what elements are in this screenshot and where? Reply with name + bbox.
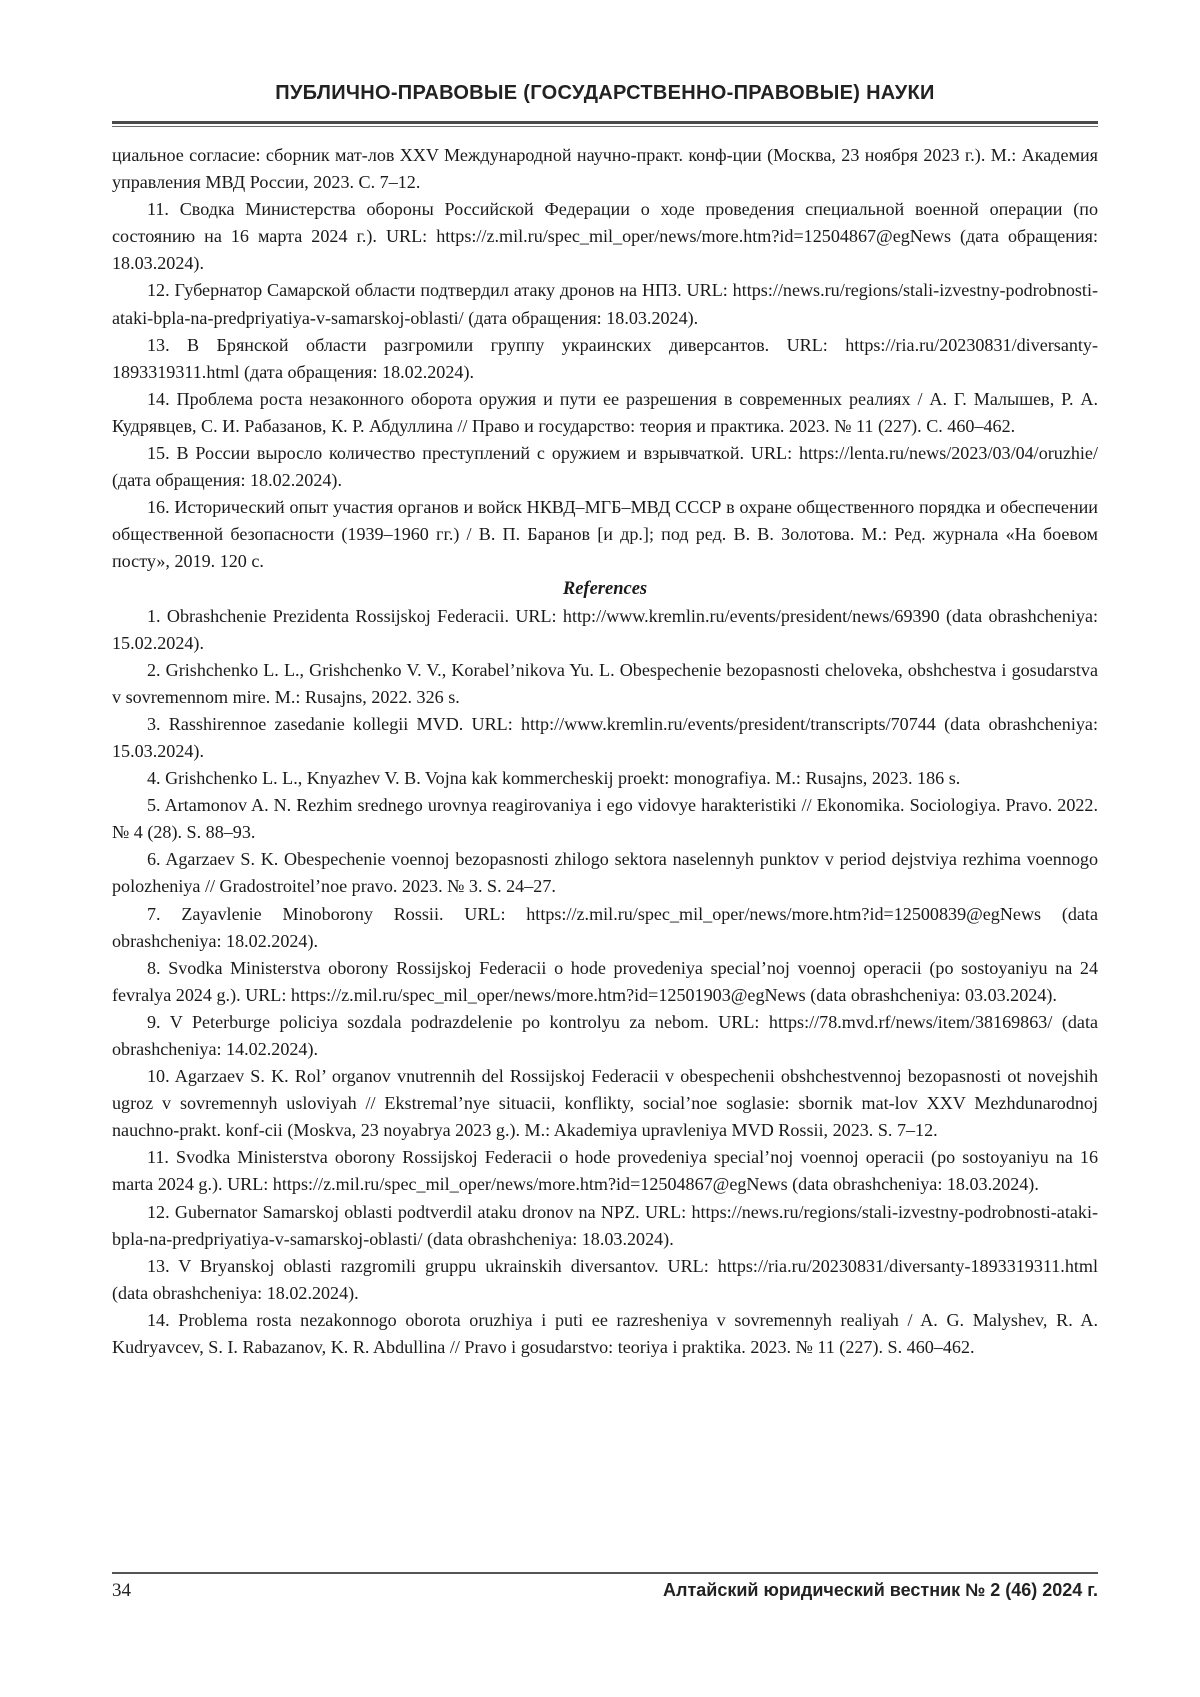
reference-entry-ru-13: 13. В Брянской области разгромили группу украинских диверсантов. URL: https://ria.ru/20230831/diversanty-1893319311.html (дата обращения: 18.02.2024). [112,334,1098,382]
reference-entry-ru-12: 12. Губернатор Самарской области подтвердил атаку дронов на НПЗ. URL: https://news.ru/regions/stali-izvestny-podrobnosti-ataki-bpla-na-predpriyatiya-v-samarskoj-oblasti/ (дата обращения: 18.03.2024). [112,280,1098,328]
reference-entry-ru-15: 15. В России выросло количество преступлений с оружием и взрывчаткой. URL: https://lenta.ru/news/2023/03/04/oruzhie/ (дата обращения: 18.02.2024). [112,443,1098,491]
reference-entry-en-5: 5. Artamonov A. N. Rezhim srednego urovnya reagirovaniya i ego vidovye harakteristiki // Ekonomika. Sociologiya. Pravo. 2022. № 4 (28). S. 88–93. [112,795,1098,843]
reference-entry-ru-14: 14. Проблема роста незаконного оборота оружия и пути ее разрешения в современных реалиях / А. Г. Малышев, Р. А. Кудрявцев, С. И. Рабазанов, К. Р. Абдуллина // Право и государство: теория и практика. 2023. № 11 (227). С. 460–462. [112,388,1098,436]
header-rule-thick [112,121,1098,124]
reference-entry-en-9: 9. V Peterburge policiya sozdala podrazdelenie po kontrolyu za nebom. URL: https://78.mvd.rf/news/item/38169863/ (data obrashcheniya: 14.02.2024). [112,1011,1098,1059]
reference-entry-en-12: 12. Gubernator Samarskoj oblasti podtverdil ataku dronov na NPZ. URL: https://news.ru/regions/stali-izvestny-podrobnosti-ataki-bpla-na-predpriyatiya-v-samarskoj-oblasti/ (data obrashcheniya: 18.03.2024). [112,1201,1098,1249]
journal-footer-title: Алтайский юридический вестник № 2 (46) 2024 г. [663,1580,1098,1600]
reference-entry-en-6: 6. Agarzaev S. K. Obespechenie voennoj bezopasnosti zhilogo sektora naselennyh punktov v period dejstviya rezhima voennogo polozheniya // Gradostroitel’noe pravo. 2023. № 3. S. 24–27. [112,849,1098,897]
header-rule-thin [112,126,1098,127]
running-header-title: ПУБЛИЧНО-ПРАВОВЫЕ (ГОСУДАРСТВЕННО-ПРАВОВЫЕ) НАУКИ [275,82,935,104]
reference-entry-en-1: 1. Obrashchenie Prezidenta Rossijskoj Federacii. URL: http://www.kremlin.ru/events/president/news/69390 (data obrashcheniya: 15.02.2024). [112,605,1098,653]
reference-entry-en-13: 13. V Bryanskoj oblasti razgromili gruppu ukrainskih diversantov. URL: https://ria.ru/20230831/diversanty-1893319311.html (data obrashcheniya: 18.02.2024). [112,1255,1098,1303]
reference-entry-ru-16: 16. Исторический опыт участия органов и войск НКВД–МГБ–МВД СССР в охране общественного порядка и обеспечении общественной безопасности (1939–1960 гг.) / В. П. Баранов [и др.]; под ред. В. В. Золотова. М.: Ред. журнала «На боевом посту», 2019. 120 с. [112,497,1098,572]
reference-entry-en-3: 3. Rasshirennoe zasedanie kollegii MVD. URL: http://www.kremlin.ru/events/president/transcripts/70744 (data obrashcheniya: 15.03.2024). [112,713,1098,761]
page-number: 34 [112,1580,131,1601]
reference-entry-en-10: 10. Agarzaev S. K. Rol’ organov vnutrennih del Rossijskoj Federacii v obespechenii obshchestvennoj bezopasnosti ot novejshih ugroz v sovremennyh usloviyah // Ekstremal’nye situacii, konflikty, social’noe soglasie: sbornik mat-lov XXV Mezhdunarodnoj nauchno-prakt. konf-cii (Moskva, 23 noyabrya 2023 g.). M.: Akademiya upravleniya MVD Rossii, 2023. S. 7–12. [112,1066,1098,1141]
reference-entry-en-2: 2. Grishchenko L. L., Grishchenko V. V., Korabel’nikova Yu. L. Obespechenie bezopasnosti cheloveka, obshchestva i gosudarstva v sovremennom mire. M.: Rusajns, 2022. 326 s. [112,659,1098,707]
footer-rule [112,1572,1098,1574]
reference-entry-en-8: 8. Svodka Ministerstva oborony Rossijskoj Federacii o hode provedeniya special’noj voennoj operacii (po sostoyaniyu na 24 fevralya 2024 g.). URL: https://z.mil.ru/spec_mil_oper/news/more.htm?id=12501903@egNews (data obrashcheniya: 03.03.2024). [112,957,1098,1005]
reference-entry-ru-11: 11. Сводка Министерства обороны Российской Федерации о ходе проведения специальной военной операции (по состоянию на 16 марта 2024 г.). URL: https://z.mil.ru/spec_mil_oper/news/more.htm?id=12504867@egNews (дата обращения: 18.03.2024). [112,199,1098,274]
reference-entry-en-7: 7. Zayavlenie Minoborony Rossii. URL: https://z.mil.ru/spec_mil_oper/news/more.htm?id=12500839@egNews (data obrashcheniya: 18.02.2024). [112,903,1098,951]
reference-entry-en-14: 14. Problema rosta nezakonnogo oborota oruzhiya i puti ee razresheniya v sovremennyh realiyah / A. G. Malyshev, R. A. Kudryavcev, S. I. Rabazanov, K. R. Abdullina // Pravo i gosudarstvo: teoriya i praktika. 2023. № 11 (227). S. 460–462. [112,1309,1098,1358]
reference-entry-en-11: 11. Svodka Ministerstva oborony Rossijskoj Federacii o hode provedeniya special’noj voennoj operacii (po sostoyaniyu na 16 marta 2024 g.). URL: https://z.mil.ru/spec_mil_oper/news/more.htm?id=12504867@egNews (data obrashcheniya: 18.03.2024). [112,1147,1098,1195]
reference-entry-en-4: 4. Grishchenko L. L., Knyazhev V. B. Vojna kak kommercheskij proekt: monografiya. M.: Rusajns, 2023. 186 s. [147,768,961,789]
reference-entry-ru-continued: циальное согласие: сборник мат-лов XXV Международной научно-практ. конф-ции (Москва, 23 ноября 2023 г.). М.: Академия управления МВД России, 2023. С. 7–12. [112,145,1098,193]
references-heading: References [562,578,648,599]
reference-list [112,142,1098,1361]
